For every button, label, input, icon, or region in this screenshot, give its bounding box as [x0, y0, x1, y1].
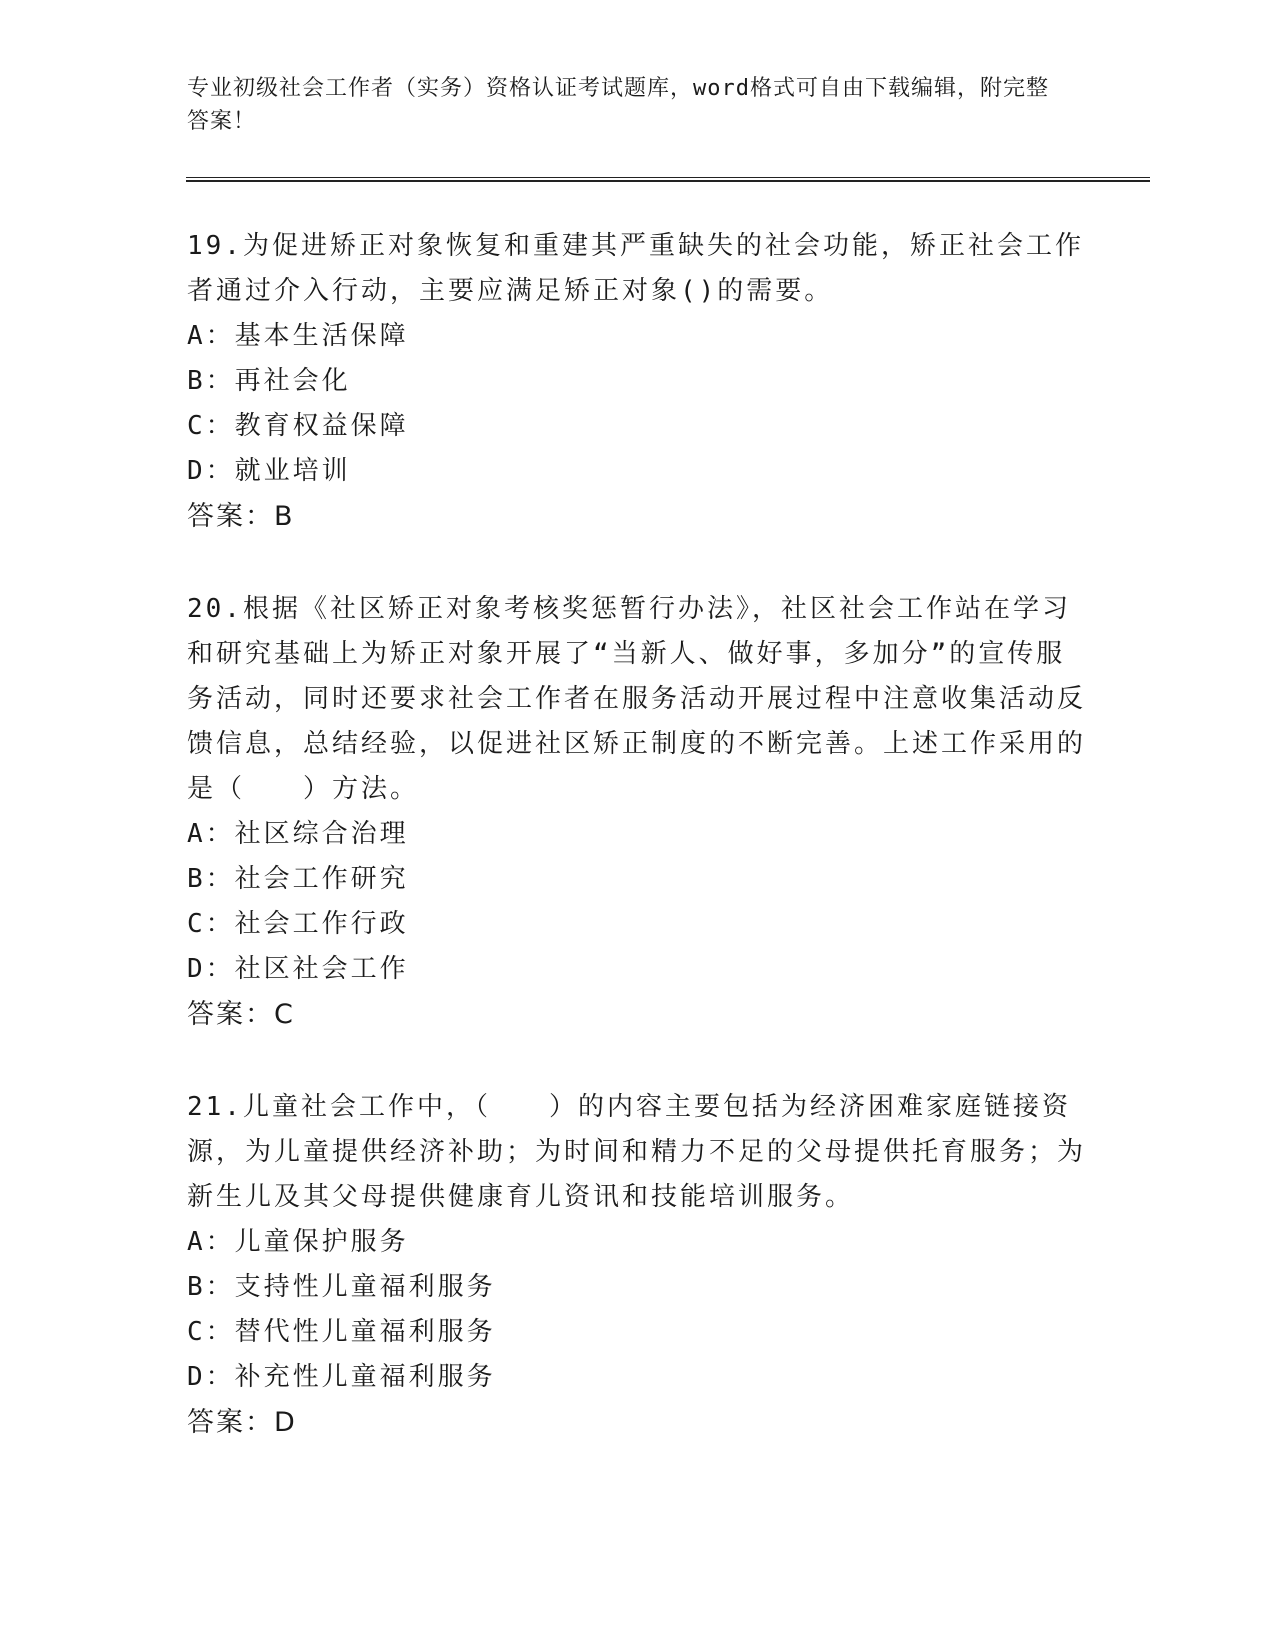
question-stem: 21.儿童社会工作中，（ ）的内容主要包括为经济困难家庭链接资源，为儿童提供经济补助；为时间和精力不足的父母提供托育服务；为新生儿及其父母提供健康育儿资讯和技能培训服务。 [187, 1092, 1087, 1212]
option-c: C：社会工作行政 [187, 909, 409, 939]
option-a: A：基本生活保障 [187, 321, 409, 351]
option-d: D：社区社会工作 [187, 954, 409, 984]
document-header: 专业初级社会工作者（实务）资格认证考试题库，word格式可自由下载编辑，附完整答案！ [187, 76, 1049, 134]
answer-label: 答案：B [187, 501, 295, 532]
header-divider [186, 177, 1150, 182]
answer-label: 答案：D [187, 1407, 297, 1438]
option-c: C：替代性儿童福利服务 [187, 1317, 496, 1347]
option-d: D：就业培训 [187, 456, 351, 486]
question-stem: 20.根据《社区矫正对象考核奖惩暂行办法》，社区社会工作站在学习和研究基础上为矫正对象开展了“当新人、做好事，多加分”的宣传服务活动，同时还要求社会工作者在服务活动开展过程中注意收集活动反馈信息，总结经验，以促进社区矫正制度的不断完善。上述工作采用的是（ ）方法。 [187, 594, 1087, 804]
question-stem: 19.为促进矫正对象恢复和重建其严重缺失的社会功能，矫正社会工作者通过介入行动，主要应满足矫正对象()的需要。 [187, 231, 1084, 306]
option-a: A：社区综合治理 [187, 819, 409, 849]
option-d: D：补充性儿童福利服务 [187, 1362, 496, 1392]
question-20 [187, 587, 1087, 1037]
answer-label: 答案：C [187, 999, 295, 1030]
option-b: B：再社会化 [187, 366, 351, 396]
option-b: B：支持性儿童福利服务 [187, 1272, 496, 1302]
option-a: A：儿童保护服务 [187, 1227, 409, 1257]
option-c: C：教育权益保障 [187, 411, 409, 441]
option-b: B：社会工作研究 [187, 864, 409, 894]
question-21 [187, 1085, 1087, 1445]
question-19 [187, 224, 1087, 539]
